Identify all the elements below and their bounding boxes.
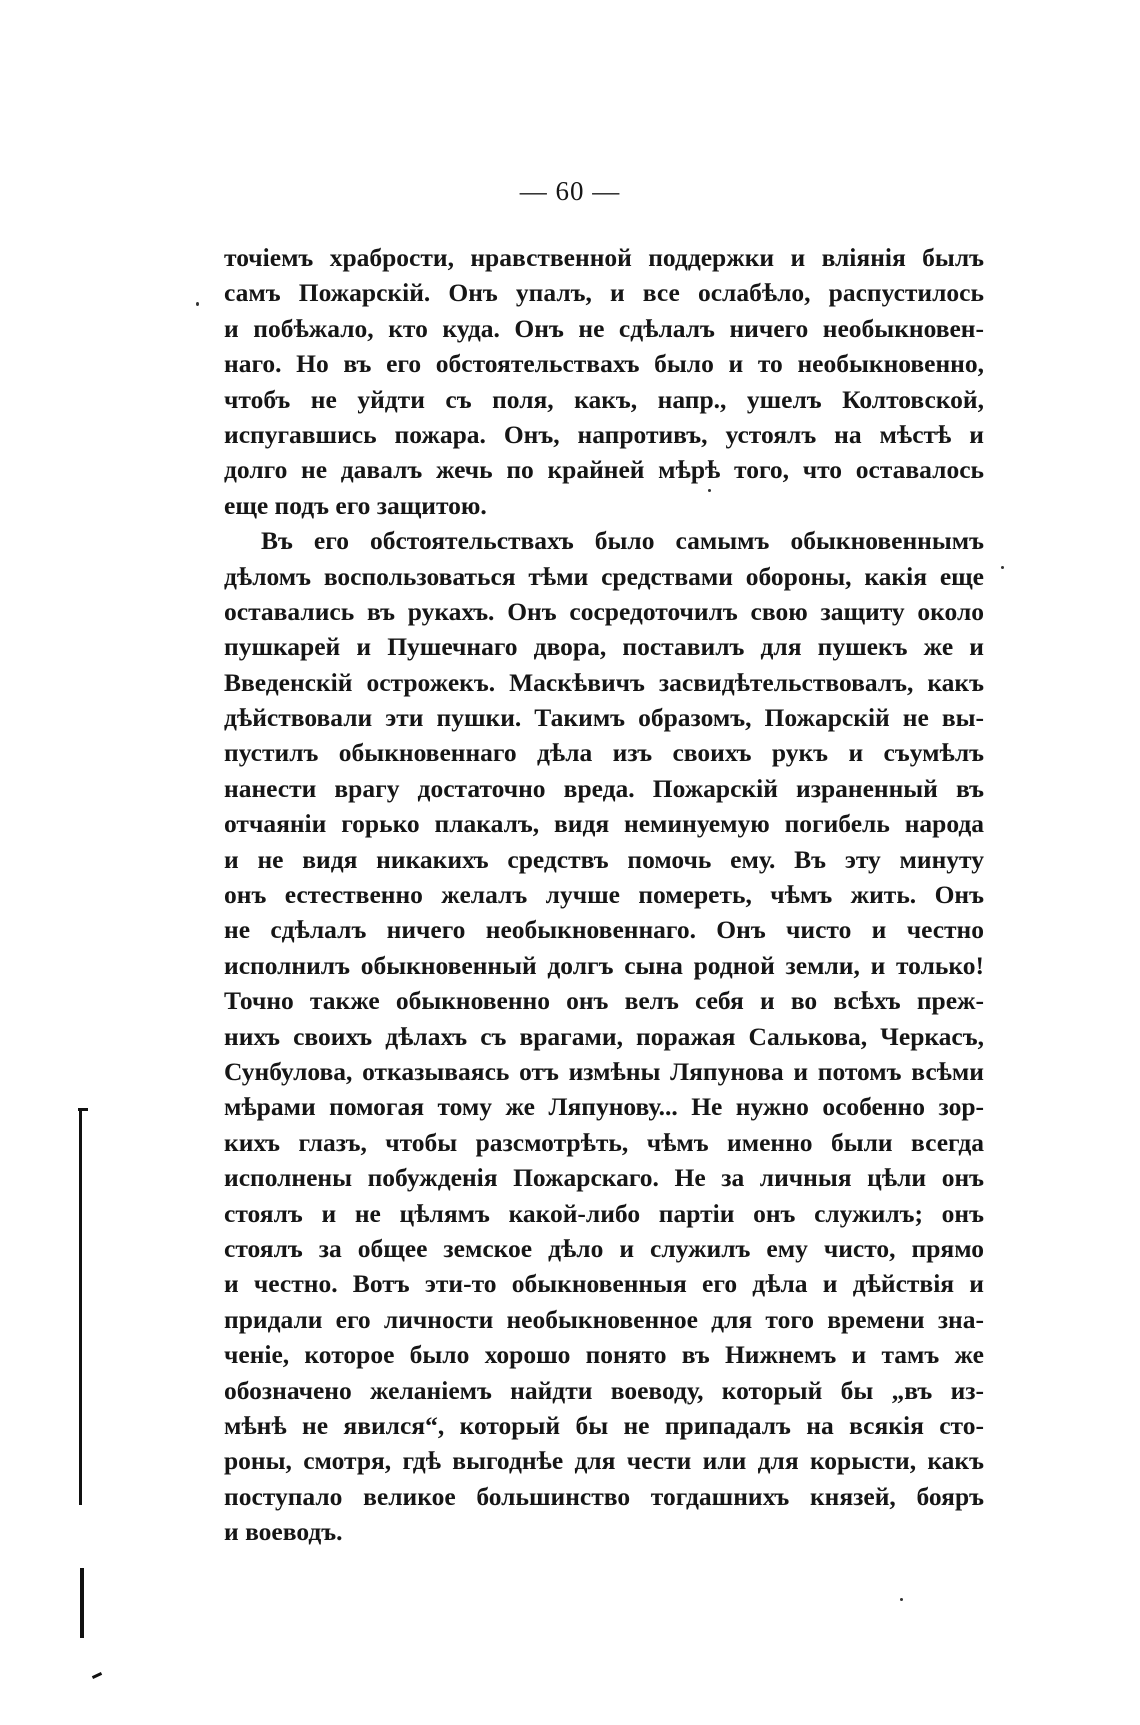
text-line: Точно также обыкновенно онъ велъ себя и во всѣхъ преж- (224, 986, 984, 1016)
scan-speck (708, 489, 711, 492)
text-line: стоялъ и не цѣлямъ какой-либо партіи онъ служилъ; онъ (224, 1198, 984, 1228)
text-line: нихъ своихъ дѣлахъ съ врагами, поражая Салькова, Черкасъ, (224, 1021, 984, 1051)
scan-speck (196, 302, 199, 306)
text-line: отчаяніи горько плакалъ, видя неминуемую погибель народа (224, 809, 984, 839)
text-line: роны, смотря, гдѣ выгоднѣе для чести или для корысти, какъ (224, 1446, 984, 1476)
text-line: поступало великое большинство тогдашнихъ князей, бояръ (224, 1481, 984, 1511)
text-line: ченіе, которое было хорошо понято въ Нижнемъ и тамъ же (224, 1340, 984, 1370)
text-line: обозначено желаніемъ найдти воеводу, который бы „въ из- (224, 1375, 984, 1405)
paragraph (224, 240, 984, 523)
scan-margin-arrow (92, 1672, 102, 1679)
body-text (224, 240, 984, 1549)
text-line: кихъ глазъ, чтобы разсмотрѣть, чѣмъ именно были всегда (224, 1127, 984, 1157)
scan-margin-line (79, 1110, 82, 1505)
text-line: мѣнѣ не явился“, который бы не припадалъ на всякія сто- (224, 1410, 984, 1440)
text-line: точіемъ храбрости, нравственной поддержки и вліянія былъ (224, 243, 984, 272)
page-number: — 60 — (519, 176, 621, 206)
text-line: оставались въ рукахъ. Онъ сосредоточилъ свою защиту около (224, 596, 984, 626)
text-line: дѣйствовали эти пушки. Такимъ образомъ, Пожарскій не вы- (224, 703, 984, 733)
text-line: Введенскій острожекъ. Маскѣвичъ засвидѣтельствовалъ, какъ (224, 667, 984, 697)
text-line: стоялъ за общее земское дѣло и служилъ ему чисто, прямо (224, 1233, 984, 1263)
text-line: исполнилъ обыкновенный долгъ сына родной земли, и только! (224, 950, 984, 980)
text-line: придали его личности необыкновенное для того времени зна- (224, 1304, 984, 1334)
text-line: и воеводъ. (224, 1517, 343, 1547)
text-line: долго не давалъ жечь по крайней мѣрѣ того, что оставалось (224, 455, 984, 485)
text-line: Въ его обстоятельствахъ было самымъ обыкновеннымъ (261, 526, 984, 556)
text-line: дѣломъ воспользоваться тѣми средствами обороны, какія еще (224, 561, 984, 591)
text-line: испугавшись пожара. Онъ, напротивъ, устоялъ на мѣстѣ и (224, 419, 984, 449)
text-line: самъ Пожарскій. Онъ упалъ, и все ослабѣло, распустилось (224, 278, 984, 308)
text-line: наго. Но въ его обстоятельствахъ было и то необыкновенно, (224, 349, 984, 379)
paragraph (224, 523, 984, 1549)
text-line: мѣрами помогая тому же Ляпунову... Не нужно особенно зор- (224, 1092, 984, 1122)
text-line: Сунбулова, отказываясь отъ измѣны Ляпунова и потомъ всѣми (224, 1056, 984, 1086)
scan-speck (900, 1598, 903, 1601)
text-line: чтобъ не уйдти съ поля, какъ, напр., ушелъ Колтовской, (224, 384, 984, 414)
scan-margin-mark (78, 1108, 88, 1111)
text-line: и не видя никакихъ средствъ помочь ему. Въ эту минуту (224, 844, 984, 874)
text-line: пушкарей и Пушечнаго двора, поставилъ для пушекъ же и (224, 632, 984, 662)
scan-speck (1001, 566, 1004, 569)
text-line: и честно. Вотъ эти-то обыкновенныя его дѣла и дѣйствія и (224, 1269, 984, 1299)
text-line: и побѣжало, кто куда. Онъ не сдѣлалъ ничего необыкновен- (224, 313, 984, 343)
text-line: еще подъ его защитою. (224, 490, 487, 520)
text-line: исполнены побужденія Пожарскаго. Не за личныя цѣли онъ (224, 1163, 984, 1193)
scan-margin-line-lower (80, 1568, 84, 1638)
text-line: онъ естественно желалъ лучше помереть, чѣмъ жить. Онъ (224, 880, 984, 910)
text-line: нанести врагу достаточно вреда. Пожарскій израненный въ (224, 773, 984, 803)
text-line: не сдѣлалъ ничего необыкновеннаго. Онъ чисто и честно (224, 915, 984, 945)
text-line: пустилъ обыкновеннаго дѣла изъ своихъ рукъ и съумѣлъ (224, 738, 984, 768)
